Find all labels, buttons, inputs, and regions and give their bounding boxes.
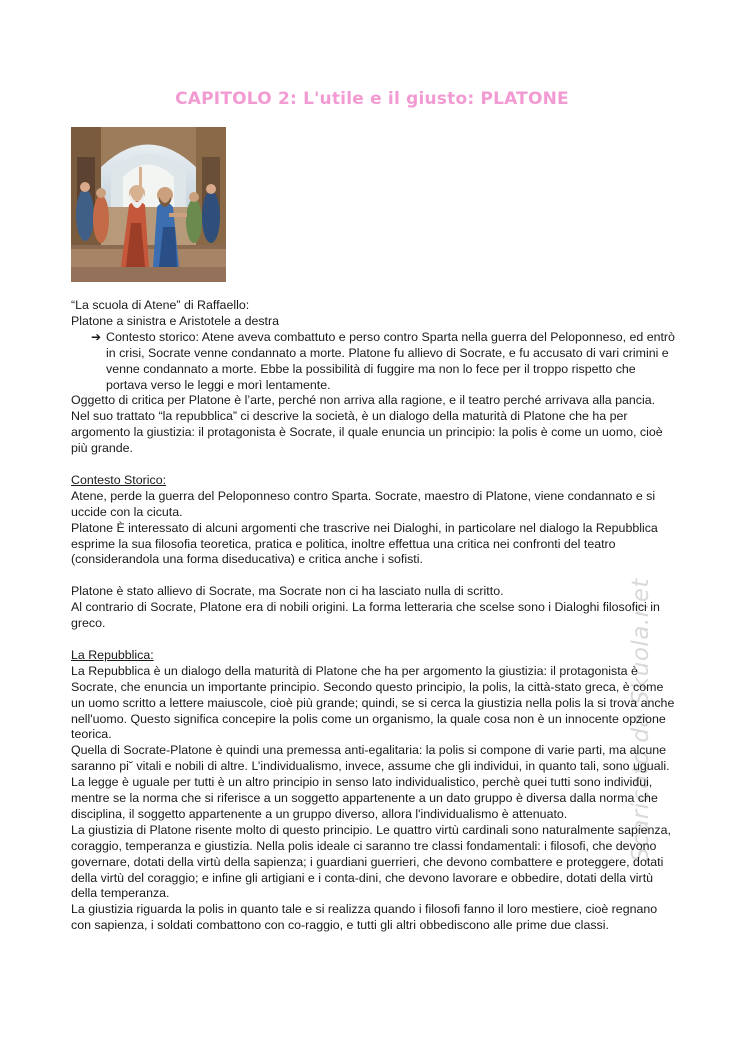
paragraph: Platone è stato allievo di Socrate, ma Socrate non ci ha lasciato nulla di scritto. <box>71 584 504 599</box>
bullet-text: Contesto storico: Atene aveva combattuto e perso contro Sparta nella guerra del Peloponneso, ed entrò in crisi, Socrate venne condannato a morte. Platone fu allievo di Socrate, e fu accusato di vari crimini e venne condannato a morte. Ebbe la possibilità di fuggire ma non lo fece per il troppo rispetto che portava verso le leggi e morì lentamente. <box>106 329 675 392</box>
paragraph: Oggetto di critica per Platone è l’arte, perché non arriva alla ragione, e il teatro perché arrivava alla pancia. <box>71 393 656 408</box>
paragraph: La giustizia di Platone risente molto di questo principio. Le quattro virtù cardinali sono naturalmente sapienza, coraggio, temperanza e giustizia. Nella polis ideale ci saranno tre classi fondamentali: i filosofi, che devono governare, dotati della virtù della sapienza; i guardiani guerrieri, che devono combattere e proteggere, dotati della virtù del coraggio; e infine gli artigiani e i conta-dini, che devono lavorare e obbedire, dotati della virtù della temperanza. <box>71 822 671 901</box>
paragraph: Al contrario di Socrate, Platone era di nobili origini. La forma letteraria che scelse sono i Dialoghi filosofici in greco. <box>71 600 660 631</box>
paragraph: La giustizia riguarda la polis in quanto tale e si realizza quando i filosofi fanno il loro mestiere, cioè regnano con sapienza, i soldati combattono con co-raggio, e tutti gli altri obbediscono alle prime due classi. <box>71 902 658 933</box>
school-of-athens-painting <box>71 127 226 282</box>
document-body <box>71 298 676 934</box>
chapter-title: CAPITOLO 2: L'utile e il giusto: PLATONE <box>175 89 569 109</box>
watermark: Scaricato da Skuola.net <box>628 578 654 862</box>
paragraph: Platone È interessato di alcuni argomenti che trascrive nei Dialoghi, in particolare nel dialogo la Repubblica esprime la sua filosofia teoretica, pratica e politica, inoltre effettua una critica nei confronti del teatro (considerandola una forma diseducativa) e critica anche i sofisti. <box>71 520 658 567</box>
paragraph: Nel suo trattato “la repubblica” ci descrive la società, è un dialogo della maturità di Platone che ha per argomento la giustizia: il protagonista è Socrate, il quale enuncia un principio: la polis è come un uomo, cioè più grande. <box>71 409 663 456</box>
bullet-item <box>91 330 676 394</box>
arrow-right-icon: ➔ <box>91 329 102 344</box>
section-heading: La Repubblica: <box>71 647 154 662</box>
paragraph: La Repubblica è un dialogo della maturità di Platone che ha per argomento la giustizia: il protagonista è Socrate, che enuncia un importante principio. Secondo questo principio, la polis, la città-stato greca, è come un uomo scritto a lettere maiuscole, cioè più grande; quindi, se si cerca la giustizia nella polis la si trova anche nell'uomo. Questo significa concepire la polis come un organismo, la quale cosa non è un innocente opzione teorica. <box>71 663 675 742</box>
caption-line: “La scuola di Atene” di Raffaello: <box>71 298 250 312</box>
section-heading: Contesto Storico: <box>71 472 167 487</box>
caption-line: Platone a sinistra e Aristotele a destra <box>71 313 280 328</box>
paragraph: Atene, perde la guerra del Peloponneso contro Sparta. Socrate, maestro di Platone, viene condannato e si uccide con la cicuta. <box>71 488 656 519</box>
paragraph: Quella di Socrate-Platone è quindi una premessa anti-egalitaria: la polis si compone di varie parti, ma alcune saranno pi˘ vitali e nobili di altre. L’individualismo, invece, assume che gli individui, in quanto tali, sono uguali. La legge è uguale per tutti è un altro principio in senso lato individualistico, perchè quei tutti sono individui, mentre se la norma che si riferisce a un soggetto appartenente a un dato gruppo è diversa dalla norma che disciplina, il soggetto appartenente a un gruppo diverso, allora l'individualismo è attenuato. <box>71 743 670 821</box>
painting-illustration <box>71 127 226 282</box>
